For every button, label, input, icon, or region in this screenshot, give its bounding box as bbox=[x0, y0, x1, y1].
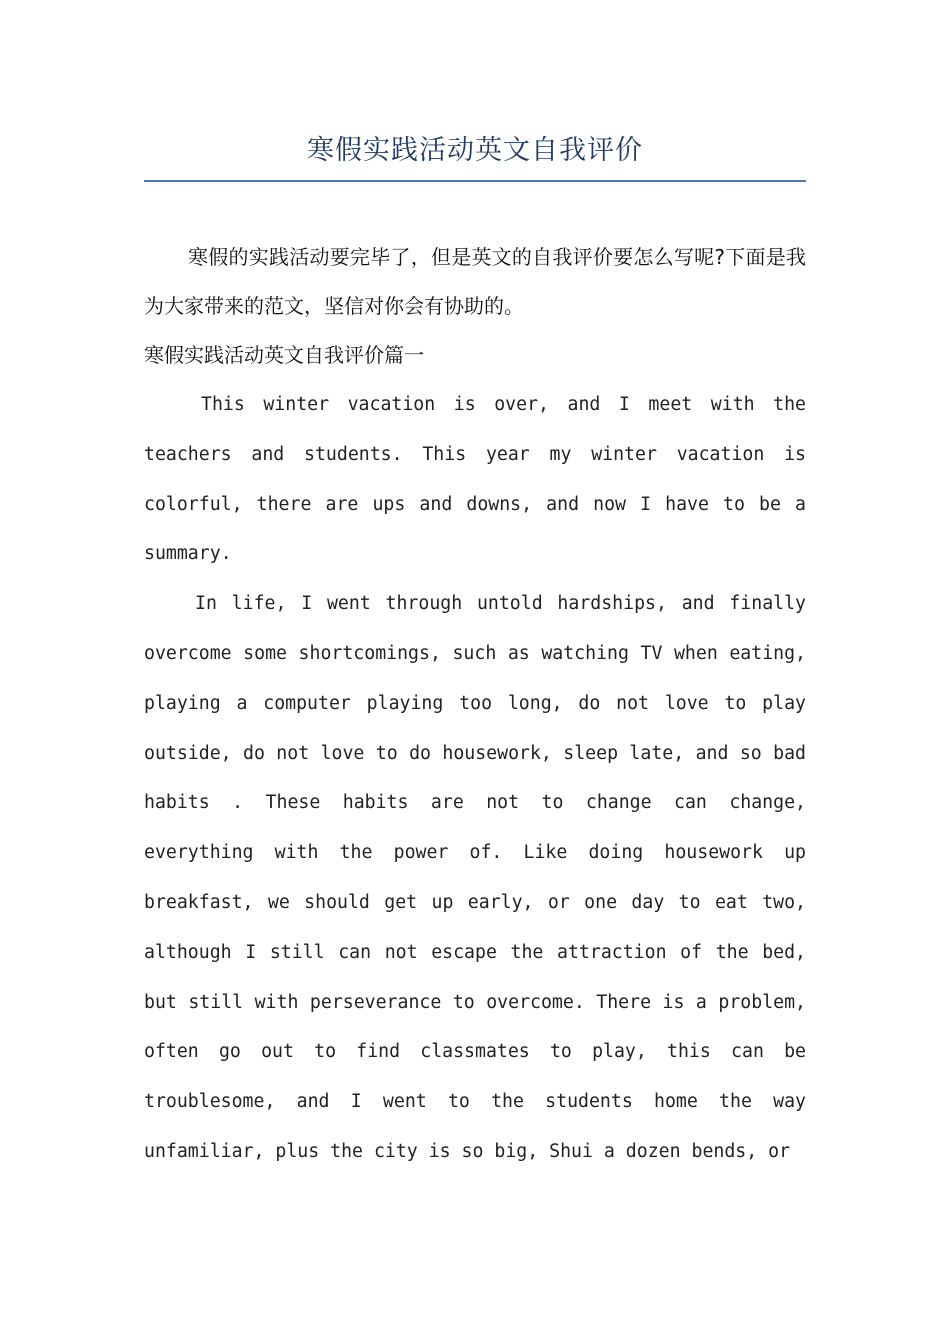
document-title: 寒假实践活动英文自我评价 bbox=[307, 135, 643, 166]
section-heading: 寒假实践活动英文自我评价篇一 bbox=[144, 343, 424, 367]
document-body bbox=[144, 233, 806, 1177]
intro-paragraph: 寒假的实践活动要完毕了，但是英文的自我评价要怎么写呢?下面是我为大家带来的范文，坚信对你会有协助的。 bbox=[144, 245, 806, 318]
body-paragraph-2: In life, I went through untold hardships, and finally overcome some shortcomings, such as watching TV when eating, playing a computer playing too long, do not love to play outside, do not love to do housework, sleep late, and so bad habits . These habits are not to change can change, everything with the power of. Like doing housework up breakfast, we should get up early, or one day to eat two, although I still can not escape the attraction of the bed, but still with perseverance to overcome. There is a problem, often go out to find classmates to play, this can be troublesome, and I went to the students home the way unfamiliar, plus the city is so big, Shui a dozen bends, or bbox=[144, 593, 806, 1162]
title-underline bbox=[144, 180, 806, 182]
body-paragraph-1: This winter vacation is over, and I meet with the teachers and students. This year my winter vacation is colorful, there are ups and downs, and now I have to be a summary. bbox=[144, 394, 806, 565]
